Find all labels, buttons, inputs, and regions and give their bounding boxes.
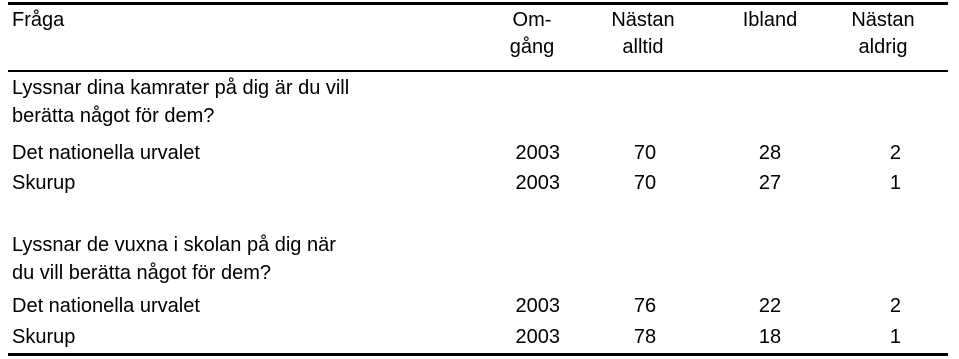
row-label: Det nationella urvalet — [12, 142, 200, 164]
header-nastan-aldrig-line1: Nästan — [851, 9, 915, 31]
question-2 — [12, 231, 482, 287]
table-bottom-rule — [8, 353, 948, 356]
row-ibland: 18 — [758, 326, 782, 348]
header-nastan-alltid-line1: Nästan — [611, 9, 675, 31]
question-1-line2: berätta något för dem? — [12, 105, 215, 127]
row-ibland: 28 — [758, 142, 782, 164]
row-nastan-aldrig: 2 — [889, 142, 901, 164]
header-omgang-line1: Om- — [512, 9, 552, 31]
row-nastan-alltid: 70 — [633, 142, 657, 164]
header-ibland: Ibland — [742, 9, 798, 31]
header-nastan-alltid — [598, 7, 688, 61]
row-nastan-aldrig: 1 — [889, 172, 901, 194]
row-nastan-aldrig: 1 — [889, 326, 901, 348]
table-top-rule — [8, 2, 948, 5]
header-omgang — [492, 7, 572, 61]
header-fraga: Fråga — [12, 9, 65, 31]
table-row — [0, 168, 959, 198]
header-nastan-aldrig — [833, 7, 933, 61]
row-label: Det nationella urvalet — [12, 295, 200, 317]
row-nastan-alltid: 76 — [633, 295, 657, 317]
question-2-line1: Lyssnar de vuxna i skolan på dig när — [12, 234, 336, 256]
header-nastan-alltid-line2: alltid — [622, 36, 664, 58]
question-2-line2: du vill berätta något för dem? — [12, 262, 272, 284]
question-1-line1: Lyssnar dina kamrater på dig är du vill — [12, 77, 350, 99]
header-divider-rule — [8, 70, 948, 72]
table-row — [0, 138, 959, 168]
row-label: Skurup — [12, 172, 76, 194]
table-row — [0, 322, 959, 352]
header-nastan-aldrig-line2: aldrig — [858, 36, 908, 58]
row-year: 2003 — [515, 172, 560, 194]
row-nastan-alltid: 70 — [633, 172, 657, 194]
row-ibland: 27 — [758, 172, 782, 194]
row-label: Skurup — [12, 326, 76, 348]
row-nastan-aldrig: 2 — [889, 295, 901, 317]
table-row — [0, 291, 959, 321]
question-1 — [12, 74, 482, 130]
row-ibland: 22 — [758, 295, 782, 317]
row-nastan-alltid: 78 — [633, 326, 657, 348]
row-year: 2003 — [515, 326, 560, 348]
header-omgang-line2: gång — [509, 36, 555, 58]
row-year: 2003 — [515, 295, 560, 317]
row-year: 2003 — [515, 142, 560, 164]
